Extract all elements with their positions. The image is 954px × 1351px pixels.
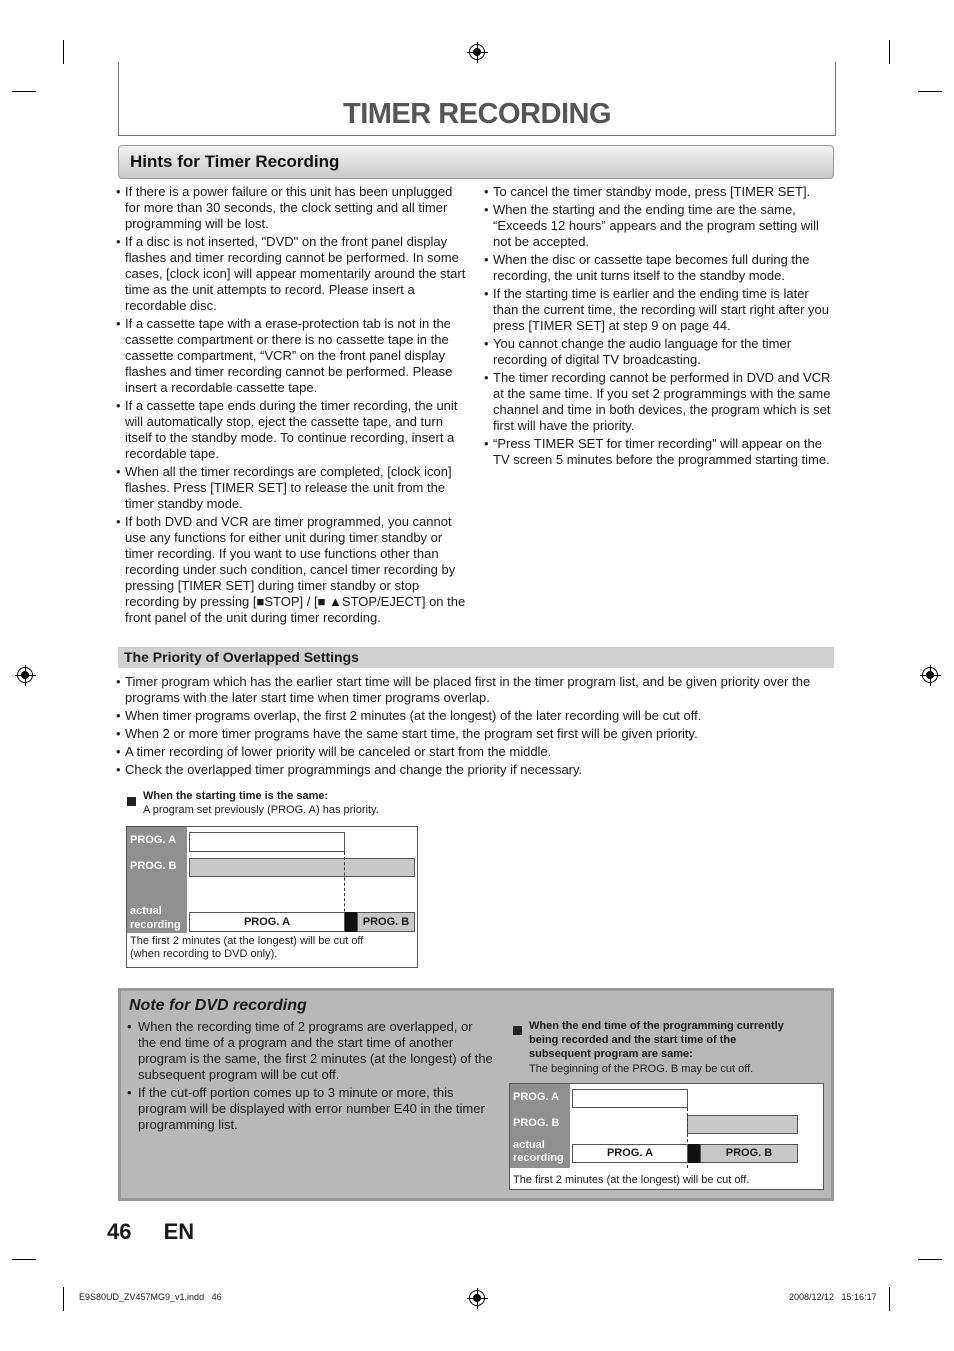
cutoff-marker — [688, 1144, 700, 1163]
section-heading-bar — [118, 145, 834, 179]
footer-date: 2008/12/12 15:16:17 — [789, 1292, 877, 1302]
page-number — [107, 1219, 194, 1245]
list-item: • If the cut-off portion comes up to 3 minute or more, this program will be displayed with error number E40 in the timer programming list. — [127, 1085, 493, 1133]
priority-list — [116, 674, 836, 780]
list-item: • If there is a power failure or this unit has been unplugged for more than 30 seconds, the clock setting and all timer programming will be lost. — [116, 184, 470, 232]
diagram-label-prog-a: PROG. A — [130, 834, 177, 846]
registration-mark-icon — [469, 44, 485, 60]
actual-recording-prog-a: PROG. A — [189, 912, 345, 932]
registration-mark-icon — [17, 667, 33, 683]
case-title: When the starting time is the same: — [143, 790, 329, 802]
list-item: • Timer program which has the earlier start time will be placed first in the timer program list, and be given priority over the programs with the later start time when timer programs overlap. — [116, 674, 836, 706]
list-item: • If the starting time is earlier and the ending time is later than the current time, the recording will start right after you press [TIMER SET] at step 9 on page 44. — [484, 286, 834, 334]
crop-mark — [918, 1259, 942, 1260]
overlap-diagram-end-start — [509, 1083, 824, 1190]
diagram-label-column — [127, 827, 187, 933]
registration-mark-icon — [922, 667, 938, 683]
note-title: Note for DVD recording — [129, 997, 307, 1014]
page-language: EN — [163, 1219, 195, 1244]
case-subtitle: A program set previously (PROG. A) has priority. — [143, 804, 379, 816]
list-item: • When the disc or cassette tape becomes full during the recording, the unit turns itself to the standby mode. — [484, 252, 834, 284]
list-item: • When timer programs overlap, the first 2 minutes (at the longest) of the later recording will be cut off. — [116, 708, 836, 724]
diagram-label-actual: actual — [130, 905, 162, 917]
diagram-label-prog-a: PROG. A — [513, 1091, 560, 1103]
diagram-label-recording: recording — [513, 1152, 564, 1164]
diagram-label-recording: recording — [130, 919, 181, 931]
actual-recording-prog-b: PROG. B — [700, 1144, 798, 1163]
list-item: • When 2 or more timer programs have the same start time, the program set first will be given priority. — [116, 726, 836, 742]
title-frame — [118, 62, 836, 136]
overlap-diagram-same-start — [126, 826, 418, 968]
cutoff-marker — [345, 912, 357, 932]
diagram-caption: The first 2 minutes (at the longest) will be cut off. — [513, 1174, 750, 1186]
note-box — [118, 988, 834, 1201]
diagram-label-column — [510, 1084, 570, 1168]
diagram-caption: (when recording to DVD only). — [130, 948, 278, 960]
list-item: • To cancel the timer standby mode, press [TIMER SET]. — [484, 184, 834, 200]
subsection-heading: The Priority of Overlapped Settings — [124, 649, 359, 665]
list-item: • You cannot change the audio language for the timer recording of digital TV broadcasting. — [484, 336, 834, 368]
page-title: TIMER RECORDING — [343, 98, 611, 130]
timeline-bar-prog-b — [189, 858, 415, 877]
crop-mark — [63, 1287, 64, 1311]
list-item: • “Press TIMER SET for timer recording” will appear on the TV screen 5 minutes before the programmed starting time. — [484, 436, 834, 468]
list-item: • When the recording time of 2 programs are overlapped, or the end time of a program and the start time of another program is the same, the first 2 minutes (at the longest) of the subsequent program will be cut off. — [127, 1019, 493, 1083]
diagram-caption: The first 2 minutes (at the longest) will be cut off — [130, 935, 364, 947]
list-item: • If both DVD and VCR are timer programmed, you cannot use any functions for either unit during timer standby or timer recording. If you want to use functions other than recording under such condition, cancel timer recording by pressing [TIMER SET] during timer standby or stop recording by pressing [■STOP] / [■ ▲STOP/EJECT] on the front panel of the unit during timer recording. — [116, 514, 470, 626]
crop-mark — [889, 1287, 890, 1311]
crop-mark — [918, 91, 942, 92]
actual-recording-prog-a: PROG. A — [572, 1144, 688, 1163]
diagram-label-prog-b: PROG. B — [130, 860, 177, 872]
list-item: • If a cassette tape with a erase-protection tab is not in the cassette compartment or there is no cassette tape in the cassette compartment, “VCR” on the front panel display flashes and timer recording cannot be performed. Please insert a recordable cassette tape. — [116, 316, 470, 396]
list-item: • Check the overlapped timer programmings and change the priority if necessary. — [116, 762, 836, 778]
list-item: • The timer recording cannot be performed in DVD and VCR at the same time. If you set 2 programmings with the same channel and time in both devices, the program which is set first will have the priority. — [484, 370, 834, 434]
footer-file: E9S80UD_ZV457MG9_v1.indd 46 — [79, 1292, 222, 1302]
case-square-icon — [513, 1022, 522, 1040]
list-item: • If a cassette tape ends during the timer recording, the unit will automatically stop, eject the cassette tape, and turn itself to the standby mode. To continue recording, insert a recordable tape. — [116, 398, 470, 462]
crop-mark — [889, 40, 890, 64]
case-square-icon — [127, 793, 136, 811]
note-list — [127, 1019, 493, 1135]
section-heading: Hints for Timer Recording — [130, 152, 340, 171]
timeline-bar-prog-a — [189, 832, 345, 852]
list-item: • When all the timer recordings are completed, [clock icon] flashes. Press [TIMER SET] to release the unit from the timer standby mode. — [116, 464, 470, 512]
page-number-value: 46 — [107, 1219, 132, 1244]
list-item: • If a disc is not inserted, "DVD" on the front panel display flashes and timer recording cannot be performed. In some cases, [clock icon] will appear momentarily around the start time as the unit attempts to record. Please insert a recordable disc. — [116, 234, 470, 314]
diagram-label-actual: actual — [513, 1139, 545, 1151]
actual-recording-prog-b: PROG. B — [357, 912, 415, 932]
crop-mark — [63, 40, 64, 64]
subsection-heading-bar — [118, 647, 834, 668]
diagram-label-prog-b: PROG. B — [513, 1117, 560, 1129]
registration-mark-icon — [469, 1290, 485, 1306]
timeline-bar-prog-b — [687, 1115, 798, 1134]
timeline-bar-prog-a — [572, 1089, 688, 1108]
crop-mark — [12, 91, 36, 92]
list-item: • When the starting and the ending time are the same, “Exceeds 12 hours” appears and the program setting will not be accepted. — [484, 202, 834, 250]
case-subtitle: The beginning of the PROG. B may be cut off. — [529, 1063, 754, 1075]
hints-right-list — [484, 184, 834, 470]
crop-mark — [12, 1259, 36, 1260]
list-item: • A timer recording of lower priority will be canceled or start from the middle. — [116, 744, 836, 760]
case-title: When the end time of the programming currently being recorded and the start time of the subsequent program are same: — [529, 1020, 784, 1060]
hints-left-list — [116, 184, 470, 628]
